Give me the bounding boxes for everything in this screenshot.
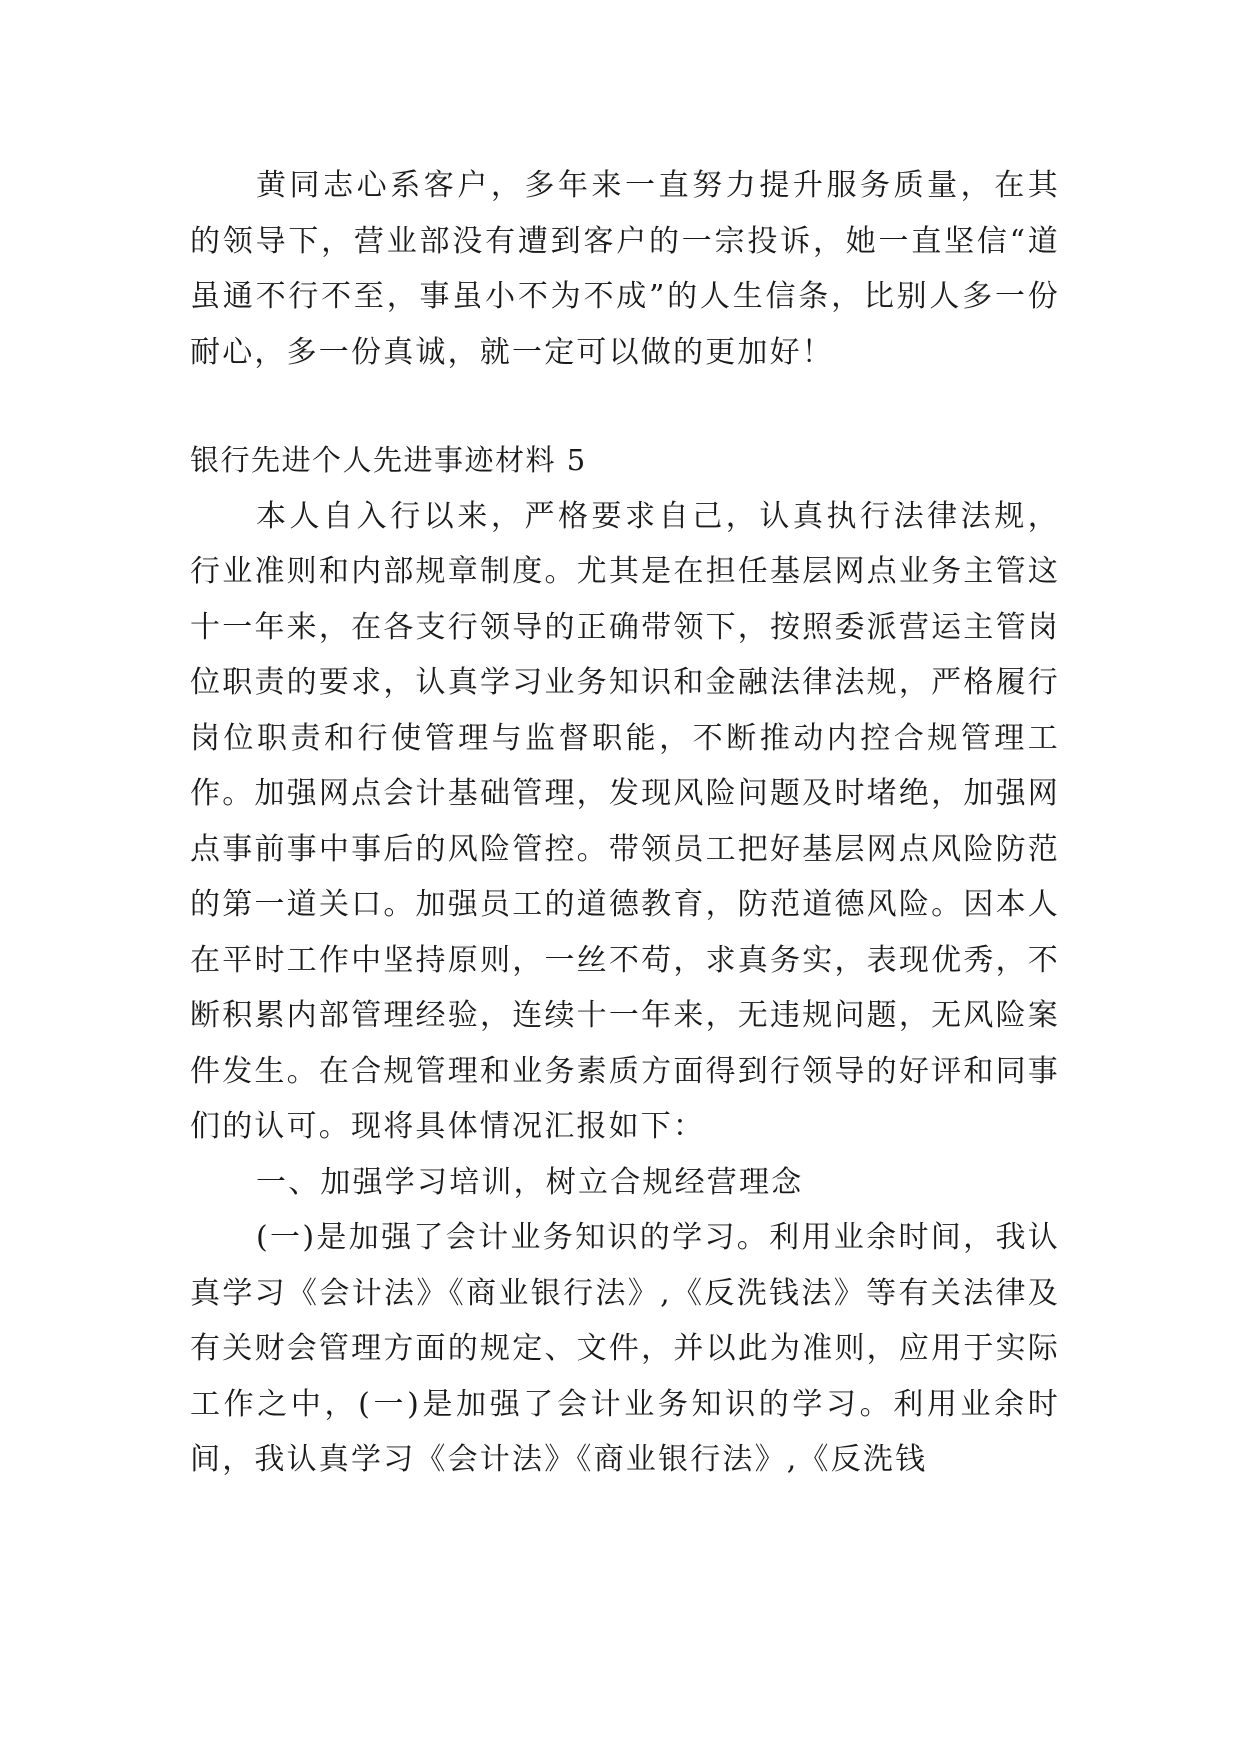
paragraph-study: (一)是加强了会计业务知识的学习。利用业余时间，我认真学习《会计法》《商业银行法》,《反洗钱法》等有关法律及有关财会管理方面的规定、文件，并以此为准则，应用于实际工作之中，(一)是加强了会计业务知识的学习。利用业余时间，我认真学习《会计法》《商业银行法》,《反洗钱	[190, 1220, 1060, 1477]
paragraph-subheading: 一、加强学习培训，树立合规经营理念	[256, 1164, 804, 1200]
paragraph-introduction: 本人自入行以来，严格要求自己，认真执行法律法规，行业准则和内部规章制度。尤其是在担任基层网点业务主管这十一年来，在各支行领导的正确带领下，按照委派营运主管岗位职责的要求，认真学习业务知识和金融法律法规，严格履行岗位职责和行使管理与监督职能，不断推动内控合规管理工作。加强网点会计基础管理，发现风险问题及时堵绝，加强网点事前事中事后的风险管控。带领员工把好基层网点风险防范的第一道关口。加强员工的道德教育，防范道德风险。因本人在平时工作中坚持原则，一丝不苟，求真务实，表现优秀，不断积累内部管理经验，连续十一年来，无违规问题，无风险案件发生。在合规管理和业务素质方面得到行领导的好评和同事们的认可。现将具体情况汇报如下：	[190, 498, 1060, 1144]
document-body	[190, 158, 1060, 1488]
section-title: 银行先进个人先进事迹材料 5	[190, 443, 587, 477]
paragraph-customer-service: 黄同志心系客户，多年来一直努力提升服务质量，在其的领导下，营业部没有遭到客户的一宗投诉，她一直坚信“道虽通不行不至，事虽小不为不成”的人生信条，比别人多一份耐心，多一份真诚，就一定可以做的更加好！	[190, 168, 1060, 370]
